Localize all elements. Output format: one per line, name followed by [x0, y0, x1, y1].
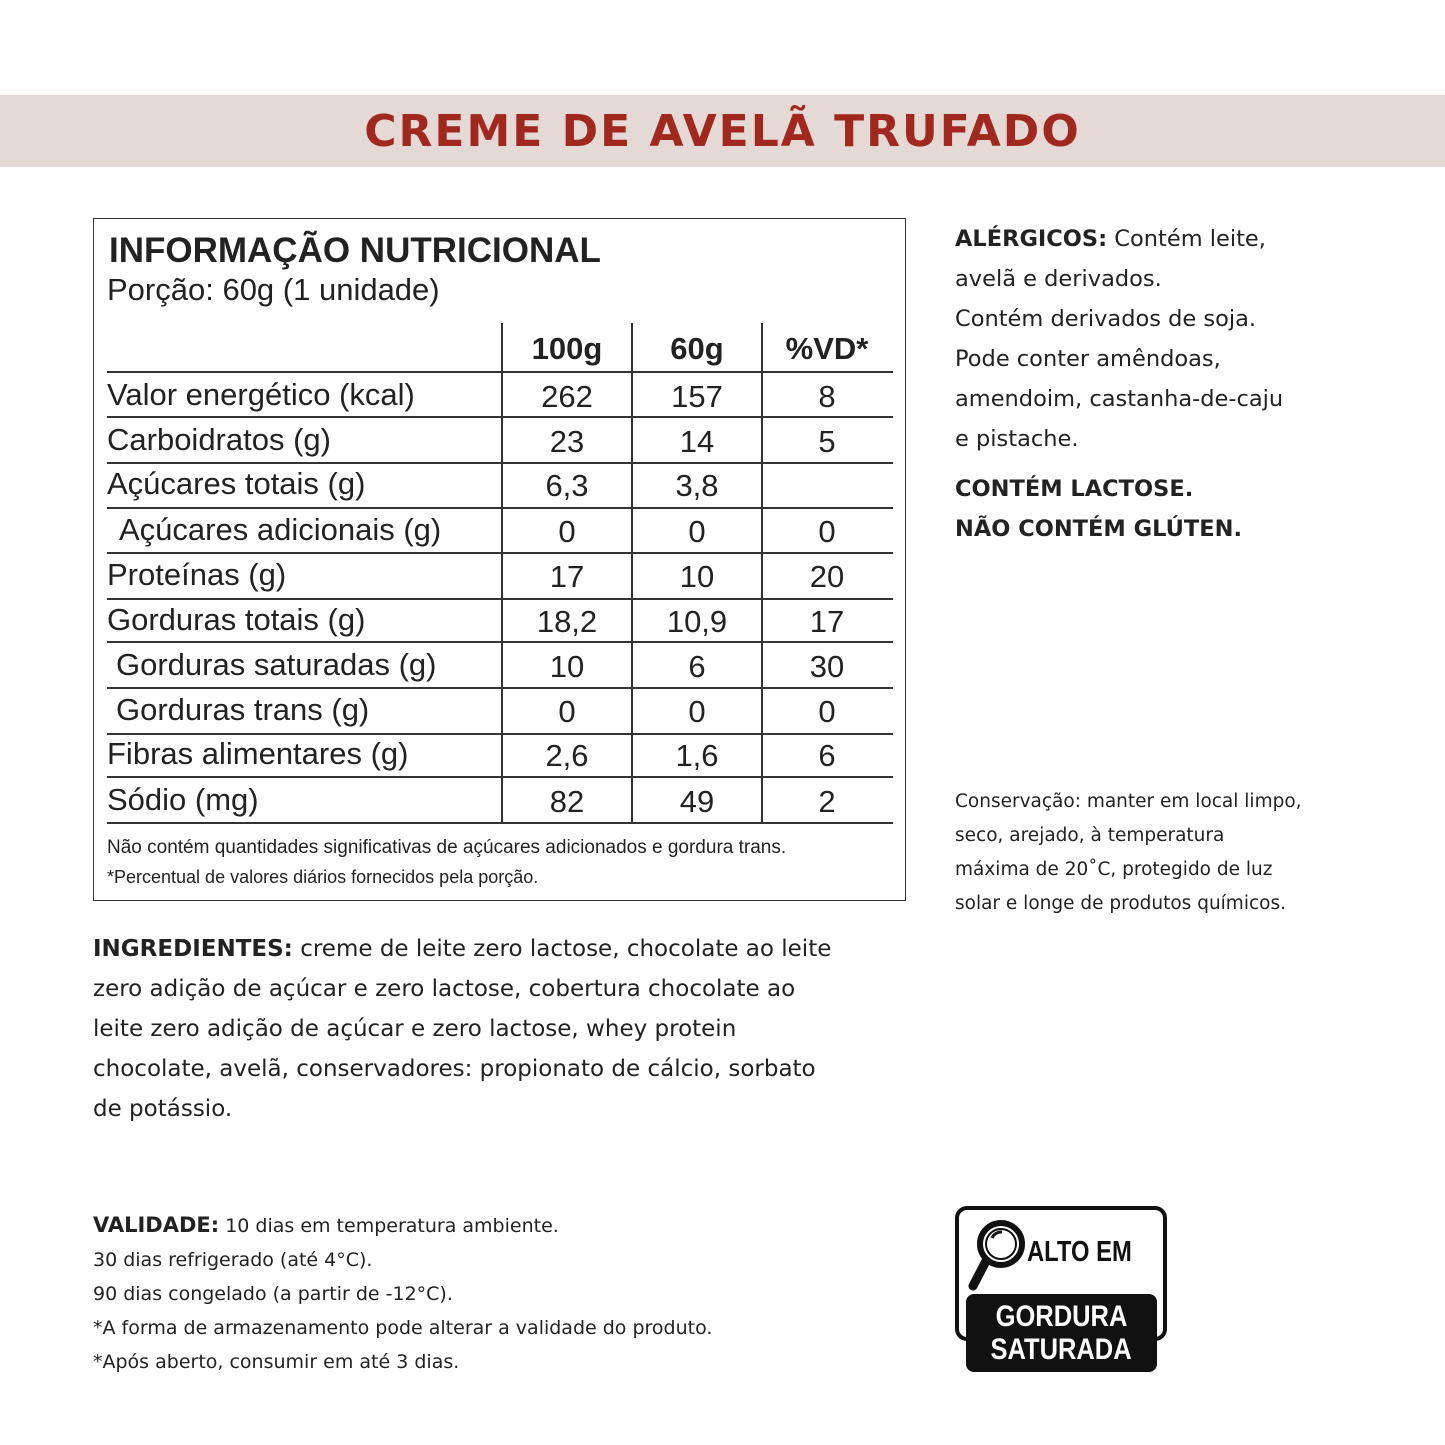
row-label: Sódio (mg) [107, 782, 259, 817]
warning-top-text: ALTO EM [1027, 1236, 1132, 1268]
conservation-text: máxima de 20˚C, protegido de luz [955, 859, 1273, 880]
value-vd: 5 [818, 424, 836, 459]
nutrition-footnote: Não contém quantidades significativas de açúcares adicionados e gordura trans. [107, 837, 787, 858]
value-60g: 10,9 [666, 604, 728, 639]
ingredients-label: INGREDIENTES: [93, 936, 293, 962]
value-vd: 0 [818, 694, 836, 729]
value-100g: 17 [549, 559, 585, 594]
allergens-text: e pistache. [955, 426, 1079, 452]
conservation-text: solar e longe de produtos químicos. [955, 893, 1286, 914]
warning-black-box [966, 1294, 1157, 1372]
value-100g: 10 [549, 649, 585, 684]
row-label: Açúcares adicionais (g) [119, 512, 442, 547]
ingredients-text: leite zero adição de açúcar e zero lactose, whey protein [93, 1016, 737, 1042]
nutrition-title: INFORMAÇÃO NUTRICIONAL [109, 231, 601, 270]
table-row [94, 508, 907, 553]
value-vd: 0 [818, 514, 836, 549]
value-60g: 6 [688, 649, 706, 684]
header-vd: %VD* [785, 331, 869, 366]
validity-text: 10 dias em temperatura ambiente. [225, 1215, 559, 1237]
table-row [94, 688, 907, 733]
table-row [94, 373, 907, 418]
high-saturated-fat-warning [955, 1206, 1167, 1366]
value-vd: 6 [818, 738, 836, 773]
conservation-text: seco, arejado, à temperatura [955, 825, 1225, 846]
nutrition-table [93, 218, 906, 901]
allergens-text: Contém leite, [1114, 226, 1266, 252]
value-vd: 30 [809, 649, 845, 684]
value-100g: 23 [549, 424, 585, 459]
gluten-notice: NÃO CONTÉM GLÚTEN. [955, 516, 1242, 542]
table-row [94, 598, 907, 643]
row-label: Fibras alimentares (g) [107, 736, 409, 771]
header-100g: 100g [531, 331, 603, 366]
warning-text: GORDURA [995, 1300, 1128, 1333]
table-row [94, 778, 907, 823]
row-label: Gorduras trans (g) [116, 692, 370, 727]
value-100g: 262 [541, 379, 593, 414]
title-band [0, 95, 1445, 167]
value-60g: 0 [688, 694, 706, 729]
table-row [94, 732, 907, 777]
header-60g: 60g [670, 331, 724, 366]
value-vd: 20 [809, 559, 845, 594]
table-row [94, 553, 907, 598]
ingredients-block [93, 929, 913, 1129]
row-label: Gorduras totais (g) [107, 602, 366, 637]
value-100g: 6,3 [545, 468, 589, 503]
value-60g: 1,6 [675, 738, 719, 773]
nutrition-portion: Porção: 60g (1 unidade) [107, 272, 440, 307]
row-label: Carboidratos (g) [107, 422, 331, 457]
allergens-label: ALÉRGICOS: [955, 226, 1108, 252]
row-label: Gorduras saturadas (g) [116, 647, 437, 682]
validity-text: 30 dias refrigerado (até 4°C). [93, 1249, 373, 1271]
allergens-text: Contém derivados de soja. [955, 306, 1257, 332]
value-100g: 18,2 [536, 604, 598, 639]
ingredients-text: de potássio. [93, 1096, 233, 1122]
conservation-text: Conservação: manter em local limpo, [955, 791, 1302, 812]
table-row [94, 643, 907, 688]
ingredients-text: creme de leite zero lactose, chocolate ao leite [300, 936, 832, 962]
row-label: Açúcares totais (g) [107, 466, 366, 501]
value-60g: 14 [679, 424, 715, 459]
nutrition-footnote: *Percentual de valores diários fornecidos pela porção. [107, 867, 539, 887]
allergens-block [955, 219, 1395, 549]
ingredients-text: zero adição de açúcar e zero lactose, cobertura chocolate ao [93, 976, 796, 1002]
value-vd: 8 [818, 379, 836, 414]
validity-label: VALIDADE: [93, 1213, 220, 1237]
allergens-text: avelã e derivados. [955, 266, 1162, 292]
value-vd: 2 [818, 784, 836, 819]
validity-text: *A forma de armazenamento pode alterar a validade do produto. [93, 1317, 713, 1339]
magnifier-icon [965, 1214, 1035, 1294]
validity-block [93, 1208, 853, 1379]
value-60g: 49 [679, 784, 715, 819]
value-100g: 82 [549, 784, 585, 819]
value-60g: 0 [688, 514, 706, 549]
value-100g: 2,6 [545, 738, 589, 773]
value-100g: 0 [558, 694, 576, 729]
value-60g: 3,8 [675, 468, 719, 503]
allergens-text: Pode conter amêndoas, [955, 346, 1221, 372]
allergens-text: amendoim, castanha-de-caju [955, 386, 1284, 412]
validity-text: *Após aberto, consumir em até 3 dias. [93, 1351, 460, 1373]
lactose-notice: CONTÉM LACTOSE. [955, 476, 1194, 502]
table-row [94, 462, 907, 507]
table-row [94, 418, 907, 463]
ingredients-text: chocolate, avelã, conservadores: propionato de cálcio, sorbato [93, 1056, 816, 1082]
value-60g: 157 [671, 379, 723, 414]
row-label: Valor energético (kcal) [107, 377, 415, 412]
conservation-block [955, 785, 1395, 921]
value-vd: 17 [809, 604, 845, 639]
value-60g: 10 [679, 559, 715, 594]
value-100g: 0 [558, 514, 576, 549]
warning-text: SATURADA [990, 1333, 1133, 1366]
product-title: CREME DE AVELÃ TRUFADO [364, 105, 1081, 157]
validity-text: 90 dias congelado (a partir de -12°C). [93, 1283, 453, 1305]
row-label: Proteínas (g) [107, 557, 287, 592]
